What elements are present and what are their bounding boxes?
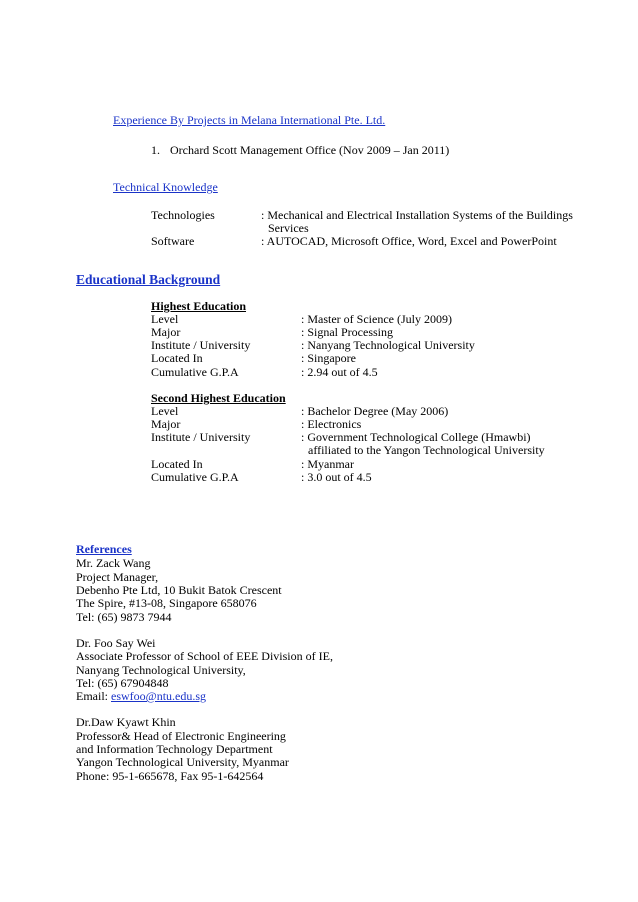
ref2-line: Nanyang Technological University, (76, 663, 246, 677)
edu-value: : Electronics (301, 417, 362, 431)
tech-label-software: Software (151, 234, 195, 248)
ref3-line: Phone: 95-1-665678, Fax 95-1-642564 (76, 769, 264, 783)
ref3-line: Dr.Daw Kyawt Khin (76, 715, 176, 729)
edu-value: : Singapore (301, 351, 356, 365)
tech-value-technologies-cont: Services (268, 221, 309, 235)
ref3-line: and Information Technology Department (76, 742, 273, 756)
ref1-line: Tel: (65) 9873 7944 (76, 610, 172, 624)
email-link[interactable]: eswfoo@ntu.edu.sg (111, 689, 207, 703)
ref1-line: The Spire, #13-08, Singapore 658076 (76, 596, 257, 610)
edu-label: Major (151, 325, 181, 339)
second-education-title: Second Highest Education (151, 391, 286, 405)
highest-education-title: Highest Education (151, 299, 247, 313)
edu-value: : Nanyang Technological University (301, 338, 475, 352)
edu-value: : Master of Science (July 2009) (301, 312, 452, 326)
experience-item: Orchard Scott Management Office (Nov 2009 – Jan 2011) (170, 143, 450, 157)
edu-label: Cumulative G.P.A (151, 470, 239, 484)
tech-value-technologies: : Mechanical and Electrical Installation Systems of the Buildings (261, 208, 573, 222)
email-label: Email: (76, 689, 111, 703)
edu-label: Cumulative G.P.A (151, 365, 239, 379)
ref1-line: Mr. Zack Wang (76, 556, 151, 570)
ref2-line: Associate Professor of School of EEE Division of IE, (76, 649, 333, 663)
ref2-line: Tel: (65) 67904848 (76, 676, 169, 690)
ref3-line: Yangon Technological University, Myanmar (76, 755, 289, 769)
ref3-line: Professor& Head of Electronic Engineering (76, 729, 286, 743)
experience-item-number: 1. (151, 143, 160, 157)
edu-value: : 3.0 out of 4.5 (301, 470, 372, 484)
education-heading: Educational Background (76, 272, 221, 287)
edu-value: : Signal Processing (301, 325, 393, 339)
edu-label: Level (151, 404, 179, 418)
edu-value: : Bachelor Degree (May 2006) (301, 404, 449, 418)
edu-label: Institute / University (151, 430, 251, 444)
edu-value: : 2.94 out of 4.5 (301, 365, 378, 379)
edu-value: : Government Technological College (Hmawbi) (301, 430, 531, 444)
references-heading: References (76, 542, 132, 556)
ref1-line: Project Manager, (76, 570, 159, 584)
edu-label: Located In (151, 457, 203, 471)
ref1-line: Debenho Pte Ltd, 10 Bukit Batok Crescent (76, 583, 282, 597)
edu-label: Major (151, 417, 181, 431)
ref2-line: Dr. Foo Say Wei (76, 636, 156, 650)
technical-heading: Technical Knowledge (113, 180, 218, 194)
tech-label-technologies: Technologies (151, 208, 215, 222)
edu-label: Level (151, 312, 179, 326)
edu-value: : Myanmar (301, 457, 354, 471)
edu-label: Located In (151, 351, 203, 365)
edu-label: Institute / University (151, 338, 251, 352)
ref2-email-line (76, 690, 206, 704)
experience-heading: Experience By Projects in Melana International Pte. Ltd. (113, 113, 386, 127)
tech-value-software: : AUTOCAD, Microsoft Office, Word, Excel and PowerPoint (261, 234, 557, 248)
edu-value-cont: affiliated to the Yangon Technological University (308, 443, 545, 457)
